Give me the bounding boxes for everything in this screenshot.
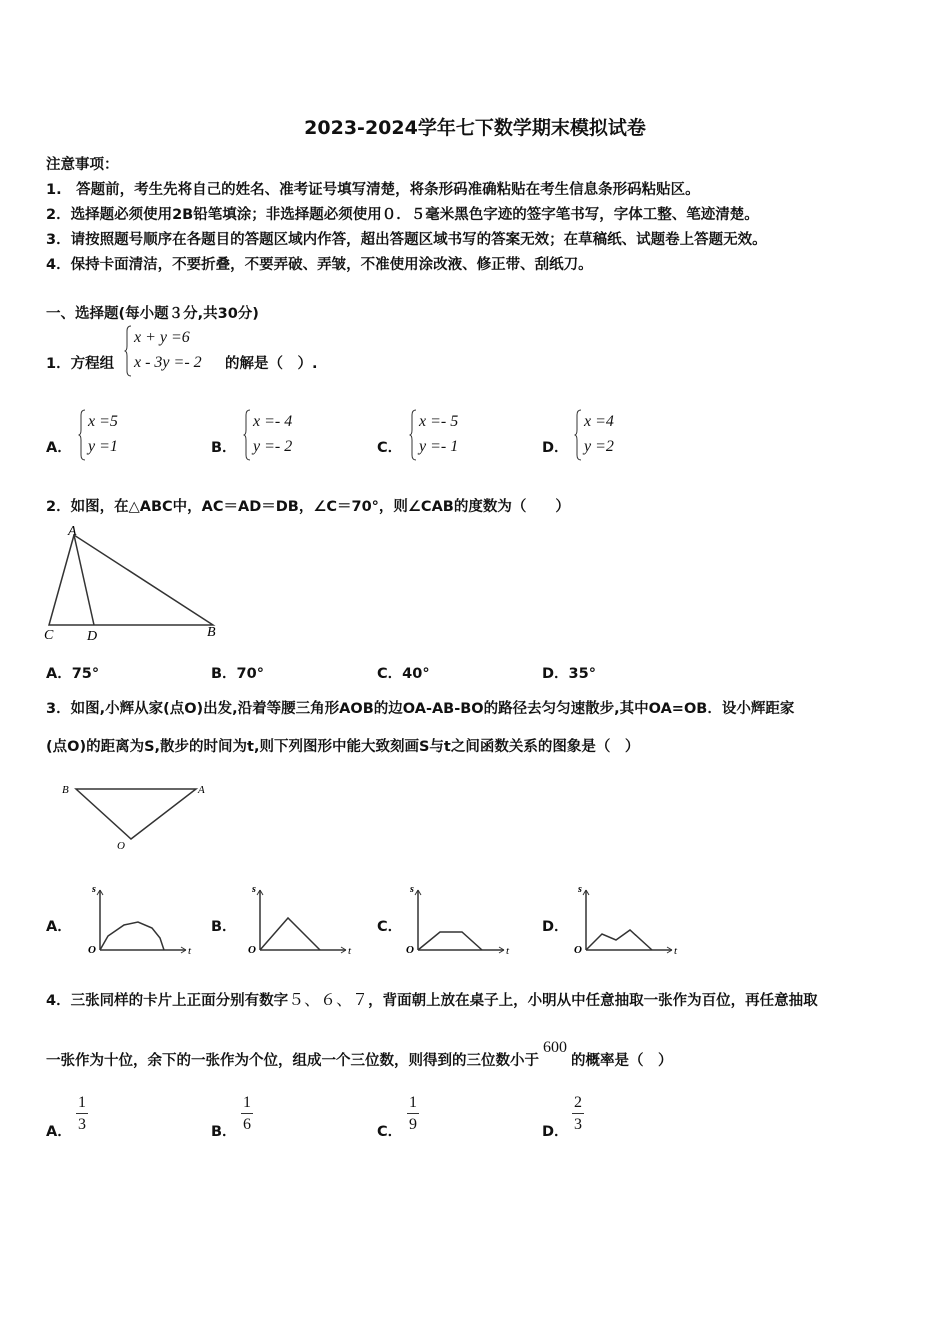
option-label: A． (46, 1124, 72, 1140)
label-b: B (62, 784, 69, 796)
brace-icon (574, 409, 582, 461)
q1-prefix: 1．方程组 (46, 356, 115, 372)
q3-line2: (点O)的距离为S,散步的时间为t,则下列图形中能大致刻画S与t之间函数关系的图象是（ ） (46, 739, 640, 755)
q2-option-a[interactable]: A．75° (46, 666, 100, 682)
q4-num600: 600 (543, 1039, 567, 1056)
notice-heading: 注意事项： (46, 157, 119, 173)
option-line: y =1 (88, 438, 118, 455)
q3-option-c-label[interactable]: C． (377, 919, 403, 935)
fraction (572, 1095, 584, 1133)
option-label: C． (377, 440, 403, 456)
page-title: 2023-2024学年七下数学期末模拟试卷 (304, 117, 646, 139)
brace-icon (409, 409, 417, 461)
option-label: B． (211, 1124, 237, 1140)
numerator: 1 (76, 1095, 88, 1114)
q1-suffix: 的解是（ ）. (225, 356, 318, 372)
q4-line1-a: 4．三张同样的卡片上正面分别有数字 (46, 993, 289, 1009)
axis-arrows (97, 890, 186, 953)
option-line: x =- 4 (253, 413, 293, 430)
brace-icon (243, 409, 251, 461)
axis-arrows (415, 890, 504, 953)
triangle-abc-figure (40, 523, 225, 645)
triangle-abc (49, 535, 213, 625)
denominator: 3 (78, 1116, 86, 1133)
notice-item: 4．保持卡面清洁，不要折叠，不要弄破、弄皱，不准使用涂改液、修正带、刮纸刀。 (46, 257, 593, 273)
q3-option-d-label[interactable]: D． (542, 919, 569, 935)
q3-option-d-graph[interactable] (572, 880, 684, 956)
q3-option-c-graph[interactable] (404, 880, 516, 956)
q4-line2-a: 一张作为十位，余下的一张作为个位，组成一个三位数，则得到的三位数小于 (46, 1053, 539, 1069)
q4-numbers: ５、６、７ (288, 992, 369, 1009)
label-o: O (117, 840, 125, 852)
label-s: s (92, 884, 96, 895)
q4-line1-b: ，背面朝上放在桌子上，小明从中任意抽取一张作为百位，再任意抽取 (368, 993, 818, 1009)
label-origin: O (406, 944, 414, 956)
q2-option-b[interactable]: B．70° (211, 666, 264, 682)
fraction (76, 1095, 88, 1133)
label-t: t (348, 945, 352, 956)
q4-line1 (46, 987, 818, 1010)
q2-option-d[interactable]: D．35° (542, 666, 596, 682)
q2-option-c[interactable]: C．40° (377, 666, 430, 682)
numerator: 2 (572, 1095, 584, 1114)
denominator: 3 (574, 1116, 582, 1133)
q2-stem: 2．如图，在△ABC中，AC＝AD＝DB，∠C＝70°，则∠CAB的度数为（ ） (46, 499, 570, 515)
label-origin: O (574, 944, 582, 956)
brace-icon (78, 409, 86, 461)
notice-item: 2．选择题必须使用2B铅笔填涂；非选择题必须使用０．５毫米黑色字迹的签字笔书写，字体工整、笔迹清楚。 (46, 207, 759, 223)
q3-option-a-graph[interactable] (86, 880, 198, 956)
option-line: y =- 1 (419, 438, 459, 455)
label-a: A (68, 524, 77, 539)
q4-line2-b: 的概率是（ ） (571, 1053, 673, 1069)
graph-curve (586, 930, 652, 950)
graph-curve (100, 922, 164, 950)
option-label: C． (377, 1124, 403, 1140)
label-s: s (252, 884, 256, 895)
section-heading: 一、选择题(每小题３分,共30分) (46, 306, 259, 322)
numerator: 1 (407, 1095, 419, 1114)
option-line: y =- 2 (253, 438, 293, 455)
notice-item: 3．请按照题号顺序在各题目的答题区域内作答，超出答题区域书写的答案无效；在草稿纸、试题卷上答题无效。 (46, 232, 767, 248)
denominator: 6 (243, 1116, 251, 1133)
option-line: x =4 (584, 413, 614, 430)
option-label: B． (211, 440, 237, 456)
fraction (407, 1095, 419, 1133)
triangle-aob (76, 789, 196, 839)
label-origin: O (248, 944, 256, 956)
label-origin: O (88, 944, 96, 956)
segment-ad (74, 535, 94, 625)
axis-arrows (583, 890, 672, 953)
option-label: D． (542, 440, 569, 456)
q1-system (124, 325, 202, 375)
numerator: 1 (241, 1095, 253, 1114)
option-label: A． (46, 440, 72, 456)
graph-curve (418, 932, 482, 950)
label-a: A (198, 784, 205, 796)
label-t: t (506, 945, 510, 956)
q3-line1: 3．如图,小辉从家(点O)出发,沿着等腰三角形AOB的边OA-AB-BO的路径去匀匀速散步,其中OA=OB．设小辉距家 (46, 701, 795, 717)
label-c: C (44, 628, 54, 643)
label-s: s (578, 884, 582, 895)
q4-line2 (46, 1039, 673, 1070)
label-b: B (207, 625, 216, 640)
option-line: x =- 5 (419, 413, 459, 430)
axis-arrows (257, 890, 346, 953)
graph-curve (260, 918, 320, 950)
label-s: s (410, 884, 414, 895)
option-line: y =2 (584, 438, 614, 455)
option-label: D． (542, 1124, 569, 1140)
denominator: 9 (409, 1116, 417, 1133)
label-d: D (87, 629, 98, 644)
option-line: x =5 (88, 413, 118, 430)
brace-icon (124, 325, 132, 377)
q3-option-b-graph[interactable] (246, 880, 358, 956)
label-t: t (674, 945, 678, 956)
triangle-aob-figure (56, 777, 216, 855)
notice-item: 1. 答题前，考生先将自己的姓名、准考证号填写清楚，将条形码准确粘贴在考生信息条形码粘贴区。 (46, 182, 700, 198)
q1-eq2: x - 3y =- 2 (134, 354, 202, 371)
q1-eq1: x + y =6 (134, 329, 190, 346)
q3-option-b-label[interactable]: B． (211, 919, 237, 935)
fraction (241, 1095, 253, 1133)
q3-option-a-label[interactable]: A． (46, 919, 72, 935)
label-t: t (188, 945, 192, 956)
